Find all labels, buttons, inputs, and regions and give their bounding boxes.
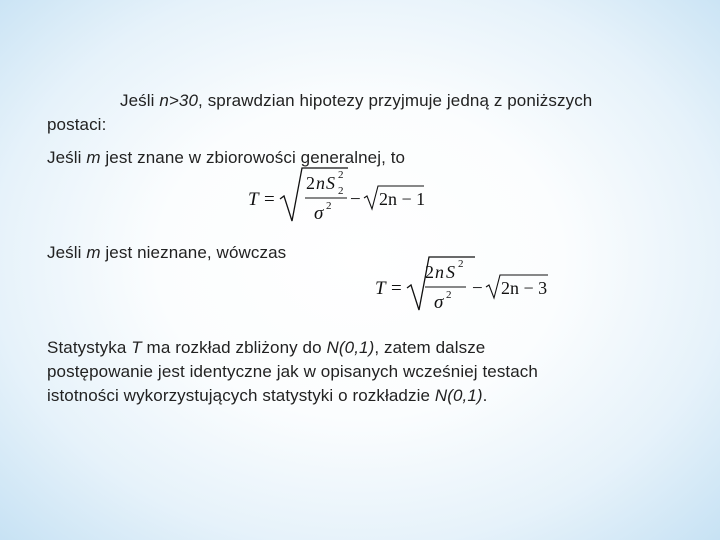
conclusion-l3-n: N(0,1)	[434, 386, 483, 405]
formula-known-num-n: n	[316, 173, 325, 193]
intro-line	[120, 91, 592, 111]
formula-unknown-num-s: S	[446, 262, 455, 282]
formula-unknown-den-sigma: σ	[434, 292, 444, 313]
case-unknown-var: m	[86, 243, 101, 262]
formula-known-eq: =	[264, 189, 275, 210]
intro-condition: n>30	[159, 91, 199, 110]
formula-unknown-num-n: n	[435, 262, 444, 282]
formula-unknown-eq: =	[391, 278, 402, 299]
case-known-var: m	[86, 148, 101, 167]
formula-known-num-coef: 2	[306, 173, 315, 193]
conclusion-l1-n: N(0,1)	[326, 338, 375, 357]
conclusion-l1-b: ma rozkład zbliżony do	[141, 338, 327, 357]
formula-known-den-sigma: σ	[314, 203, 324, 224]
conclusion-line-1	[47, 338, 485, 358]
conclusion-l1-a: Statystyka	[47, 338, 132, 357]
formula-known-num-s: S	[326, 173, 335, 193]
formula-known	[246, 165, 436, 227]
formula-known-minus: −	[350, 189, 361, 210]
case-unknown-prefix: Jeśli	[47, 243, 87, 262]
conclusion-l1-t: T	[131, 338, 142, 357]
conclusion-l1-c: , zatem dalsze	[374, 338, 486, 357]
case-unknown-line	[47, 243, 286, 263]
formula-unknown-num-sup: 2	[458, 258, 464, 270]
formula-known-num-sub: 2	[338, 185, 344, 197]
case-known-suffix: jest znane w zbiorowości generalnej, to	[100, 148, 406, 167]
conclusion-l3-a: istotności wykorzystujących statystyki o rozkładzie	[47, 386, 435, 405]
intro-continuation: postaci:	[47, 115, 107, 134]
case-unknown-suffix: jest nieznane, wówczas	[100, 243, 287, 262]
conclusion-l3-b: .	[482, 386, 488, 405]
formula-unknown-num-coef: 2	[425, 262, 434, 282]
formula-unknown-minus: −	[472, 278, 483, 299]
formula-unknown-lhs: T	[375, 278, 386, 299]
formula-unknown	[373, 254, 563, 316]
formula-known-lhs: T	[248, 189, 259, 210]
case-known-prefix: Jeśli	[47, 148, 87, 167]
formula-unknown-den-sup: 2	[446, 289, 452, 301]
formula-unknown-tail: 2n − 3	[501, 278, 548, 298]
formula-known-tail: 2n − 1	[379, 189, 426, 209]
intro-prefix: Jeśli	[120, 91, 160, 110]
intro-suffix: , sprawdzian hipotezy przyjmuje jedną z poniższych	[198, 91, 593, 110]
formula-known-den-sup: 2	[326, 200, 332, 212]
conclusion-line-3	[47, 386, 488, 406]
conclusion-line-2: postępowanie jest identyczne jak w opisanych wcześniej testach	[47, 362, 538, 381]
formula-known-num-sup: 2	[338, 169, 344, 181]
